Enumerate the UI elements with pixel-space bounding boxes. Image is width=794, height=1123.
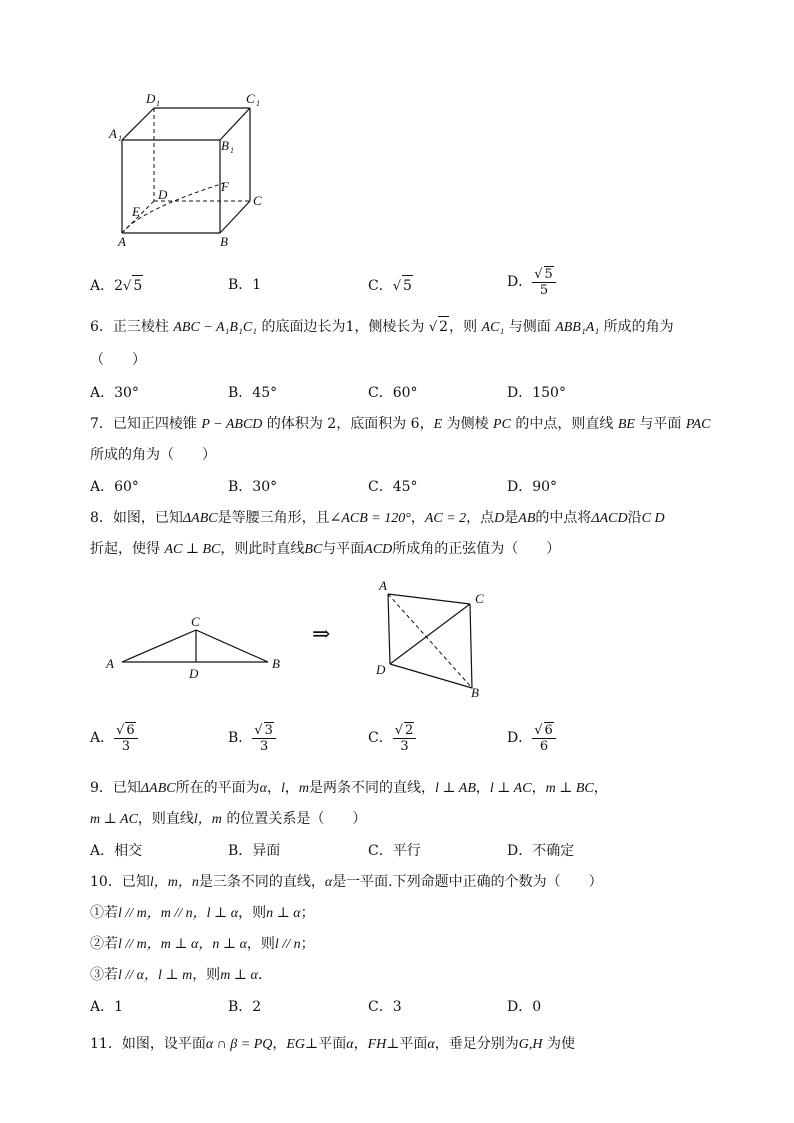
q8-option-b[interactable]: B． $\frac{√ 3}{3}$ (228, 722, 276, 754)
q11-stem-line1: 11．如图，设平面α ∩ β = PQ，EG⊥平面α，FH⊥平面α，垂足分别为G,H 为使 (90, 1036, 575, 1052)
label-c1: C (246, 91, 255, 106)
q5-option-c[interactable]: C．√ 5 (368, 275, 413, 297)
q10-option-a[interactable]: A．1 (90, 999, 124, 1015)
q6-stem-line2: （ ） (90, 352, 146, 368)
q8-stem-line2: 折起，使得 AC ⊥ BC，则此时直线BC与平面ACD所成角的正弦值为（ ） (90, 541, 561, 557)
label-b1-sub: 1 (230, 146, 234, 155)
fold-arrow: ⇒ (312, 622, 331, 647)
q7-option-d[interactable]: D．90° (507, 479, 558, 495)
label-e: E (132, 204, 140, 219)
q5-option-a[interactable]: A．2√ 5 (90, 275, 143, 297)
q8-option-d[interactable]: D． $\frac{√ 6}{6}$ (507, 722, 556, 754)
q9-stem-line1: 9．已知ΔABC所在的平面为α，l，m是两条不同的直线，l ⊥ AB，l ⊥ AC，m ⊥ BC， (90, 780, 608, 796)
q10-option-b[interactable]: B．2 (228, 999, 262, 1015)
right-label-a: A (379, 578, 387, 593)
q7-stem-line1: 7．已知正四棱锥 P − ABCD 的体积为 2，底面积为 6，E 为侧棱 PC 的中点，则直线 BE 与平面 PAC (90, 416, 711, 432)
q10-statement-3: ③若l // α，l ⊥ m，则m ⊥ α. (90, 967, 263, 983)
q6-stem-line1: 6．正三棱柱 ABC − A₁B₁C₁ 的底面边长为1，侧棱长为 √ 2，则 AC₁ 与侧面 ABB₁A₁ 所成的角为 (90, 316, 674, 338)
q6-option-c[interactable]: C．60° (368, 385, 418, 401)
label-f: F (221, 179, 229, 194)
q9-option-c[interactable]: C．平行 (368, 843, 421, 859)
left-label-b: B (272, 656, 280, 671)
label-d1-sub: 1 (156, 99, 160, 108)
label-b1: B (221, 138, 229, 153)
left-label-c: C (191, 614, 200, 629)
q10-option-c[interactable]: C．3 (368, 999, 402, 1015)
q9-option-a[interactable]: A．相交 (90, 843, 143, 859)
label-a: A (118, 234, 126, 249)
right-label-c: C (475, 591, 484, 606)
left-label-d: D (189, 666, 199, 681)
q7-option-c[interactable]: C．45° (368, 479, 418, 495)
cube-figure (100, 88, 280, 253)
q7-option-a[interactable]: A．60° (90, 479, 139, 495)
q10-statement-1: ①若l // m，m // n，l ⊥ α，则n ⊥ α； (90, 905, 315, 921)
right-label-d: D (376, 662, 386, 677)
q6-option-b[interactable]: B．45° (228, 385, 278, 401)
q7-stem-line2: 所成的角为（ ） (90, 447, 216, 463)
label-a1-sub: 1 (118, 134, 122, 143)
label-a1: A (109, 126, 117, 141)
fold-figure-left (100, 610, 300, 685)
q9-stem-line2: m ⊥ AC，则直线l，m 的位置关系是（ ） (90, 811, 367, 827)
q9-option-d[interactable]: D．不确定 (507, 843, 575, 859)
label-c1-sub: 1 (256, 99, 260, 108)
q8-option-a[interactable]: A． $\frac{√ 6}{3}$ (90, 722, 138, 754)
fold-figure-right (370, 576, 500, 701)
q10-stem-line1: 10．已知l，m，n是三条不同的直线，α是一平面.下列命题中正确的个数为（ ） (90, 874, 603, 890)
label-c: C (253, 193, 262, 208)
label-d1: D (146, 91, 156, 106)
left-label-a: A (106, 656, 114, 671)
q10-option-d[interactable]: D．0 (507, 999, 542, 1015)
q8-option-c[interactable]: C． $\frac{√ 2}{3}$ (368, 722, 416, 754)
q8-stem-line1: 8．如图，已知ΔABC是等腰三角形，且∠ACB = 120°，AC = 2，点D是AB的中点将ΔACD沿C D (90, 510, 665, 526)
right-label-b: B (471, 685, 479, 700)
q5-option-b[interactable]: B．1 (228, 277, 262, 293)
q9-option-b[interactable]: B．异面 (228, 843, 281, 859)
label-d: D (158, 187, 168, 202)
q10-statement-2: ②若l // m，m ⊥ α，n ⊥ α，则l // n； (90, 936, 315, 952)
q5-option-d[interactable]: D． $\frac{√ 5}{5}$ (507, 266, 556, 298)
q7-option-b[interactable]: B．30° (228, 479, 278, 495)
q6-option-d[interactable]: D．150° (507, 385, 566, 401)
label-b: B (220, 234, 228, 249)
q6-option-a[interactable]: A．30° (90, 385, 139, 401)
